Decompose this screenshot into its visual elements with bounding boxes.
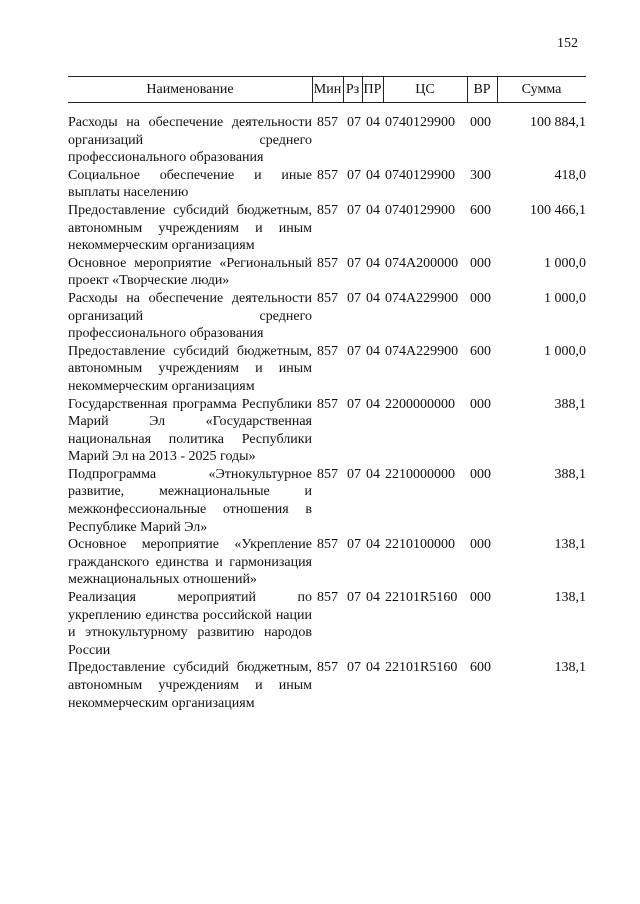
row-min: 857 [317, 255, 338, 271]
table-row [68, 343, 586, 396]
row-vr: 300 [470, 167, 491, 183]
row-min: 857 [317, 466, 338, 482]
row-sum: 100 466,1 [530, 202, 586, 218]
row-name: Основное мероприятие «Региональный проект «Творческие люди» [68, 255, 312, 289]
row-pr: 04 [366, 167, 380, 183]
row-cs: 0740129900 [385, 167, 455, 183]
table-row [68, 167, 586, 202]
table-row [68, 290, 586, 343]
row-min: 857 [317, 537, 338, 553]
row-vr: 000 [470, 396, 491, 412]
row-rz: 07 [347, 660, 361, 676]
row-sum: 388,1 [554, 466, 586, 482]
row-vr: 000 [470, 255, 491, 271]
row-name: Реализация мероприятий по укреплению единства российской нации и этнокультурному развитию народов России [68, 590, 312, 658]
row-name: Расходы на обеспечение деятельности организаций среднего профессионального образования [68, 290, 312, 342]
row-rz: 07 [347, 396, 361, 412]
row-cs: 074А200000 [385, 255, 459, 271]
header-name: Наименование [146, 82, 234, 97]
row-cs: 2200000000 [385, 396, 455, 412]
row-rz: 07 [347, 167, 361, 183]
table-row [68, 114, 586, 167]
header-min: Мин [313, 82, 342, 97]
row-sum: 388,1 [554, 396, 586, 412]
row-vr: 000 [470, 466, 491, 482]
row-vr: 000 [470, 537, 491, 553]
row-min: 857 [317, 590, 338, 606]
row-name: Государственная программа Республики Марий Эл «Государственная национальная политика Республики Марий Эл на 2013 - 2025 годы» [68, 396, 312, 465]
row-pr: 04 [366, 343, 380, 359]
row-rz: 07 [347, 290, 361, 306]
row-name: Подпрограмма «Этнокультурное развитие, межнациональные и межконфессиональные отношения в Республике Марий Эл» [68, 466, 312, 535]
row-name: Предоставление субсидий бюджетным, автономным учреждениям и иным некоммерческим организациям [68, 343, 312, 394]
header-rz: Рз [345, 82, 360, 97]
row-vr: 000 [470, 115, 491, 130]
row-rz: 07 [347, 343, 361, 359]
row-min: 857 [317, 167, 338, 183]
row-cs: 22101R5160 [385, 660, 458, 676]
row-vr: 000 [470, 290, 491, 306]
row-pr: 04 [366, 396, 380, 412]
row-cs: 22101R5160 [385, 590, 458, 606]
row-sum: 138,1 [554, 590, 586, 606]
row-rz: 07 [347, 537, 361, 553]
row-min: 857 [317, 660, 338, 676]
row-sum: 1 000,0 [544, 290, 586, 306]
header-cs: ЦС [415, 82, 435, 97]
table-row [68, 659, 586, 712]
row-name: Предоставление субсидий бюджетным, автономным учреждениям и иным некоммерческим организациям [68, 202, 312, 254]
row-name: Предоставление субсидий бюджетным, автономным учреждениям и иным некоммерческим организациям [68, 660, 312, 711]
row-min: 857 [317, 396, 338, 412]
row-rz: 07 [347, 466, 361, 482]
row-pr: 04 [366, 290, 380, 306]
row-pr: 04 [366, 115, 380, 130]
row-rz: 07 [347, 255, 361, 271]
row-pr: 04 [366, 202, 380, 218]
header-sum: Сумма [521, 82, 562, 97]
row-rz: 07 [347, 115, 361, 130]
row-sum: 138,1 [554, 537, 586, 553]
row-vr: 600 [470, 202, 491, 218]
row-cs: 074А229900 [385, 290, 459, 306]
table-row [68, 589, 586, 659]
row-min: 857 [317, 115, 338, 130]
row-name: Расходы на обеспечение деятельности организаций среднего профессионального образования [68, 115, 312, 166]
row-pr: 04 [366, 537, 380, 553]
table-row [68, 396, 586, 466]
row-cs: 2210000000 [385, 466, 455, 482]
budget-table [68, 76, 586, 711]
row-name: Основное мероприятие «Укрепление гражданского единства и гармонизация межнациональных отношений» [68, 537, 312, 588]
row-cs: 0740129900 [385, 202, 455, 218]
row-min: 857 [317, 343, 338, 359]
row-vr: 000 [470, 590, 491, 606]
row-sum: 100 884,1 [530, 115, 586, 130]
table-body [68, 114, 586, 712]
row-sum: 1 000,0 [544, 343, 586, 359]
row-pr: 04 [366, 466, 380, 482]
row-pr: 04 [366, 255, 380, 271]
table-row [68, 255, 586, 290]
header-pr: ПР [363, 82, 382, 97]
row-rz: 07 [347, 202, 361, 218]
row-cs: 074А229900 [385, 343, 459, 359]
page-number: 152 [557, 36, 578, 51]
row-min: 857 [317, 202, 338, 218]
row-sum: 1 000,0 [544, 255, 586, 271]
table-row [68, 202, 586, 255]
row-vr: 600 [470, 343, 491, 359]
row-rz: 07 [347, 590, 361, 606]
header-vr: ВР [473, 82, 491, 97]
table-row [68, 536, 586, 589]
row-sum: 138,1 [554, 660, 586, 676]
row-name: Социальное обеспечение и иные выплаты населению [68, 167, 312, 201]
row-pr: 04 [366, 660, 380, 676]
table-row [68, 466, 586, 536]
row-sum: 418,0 [554, 167, 586, 183]
row-min: 857 [317, 290, 338, 306]
table-header [68, 76, 586, 103]
row-cs: 0740129900 [385, 115, 455, 130]
row-vr: 600 [470, 660, 491, 676]
row-cs: 2210100000 [385, 537, 455, 553]
row-pr: 04 [366, 590, 380, 606]
